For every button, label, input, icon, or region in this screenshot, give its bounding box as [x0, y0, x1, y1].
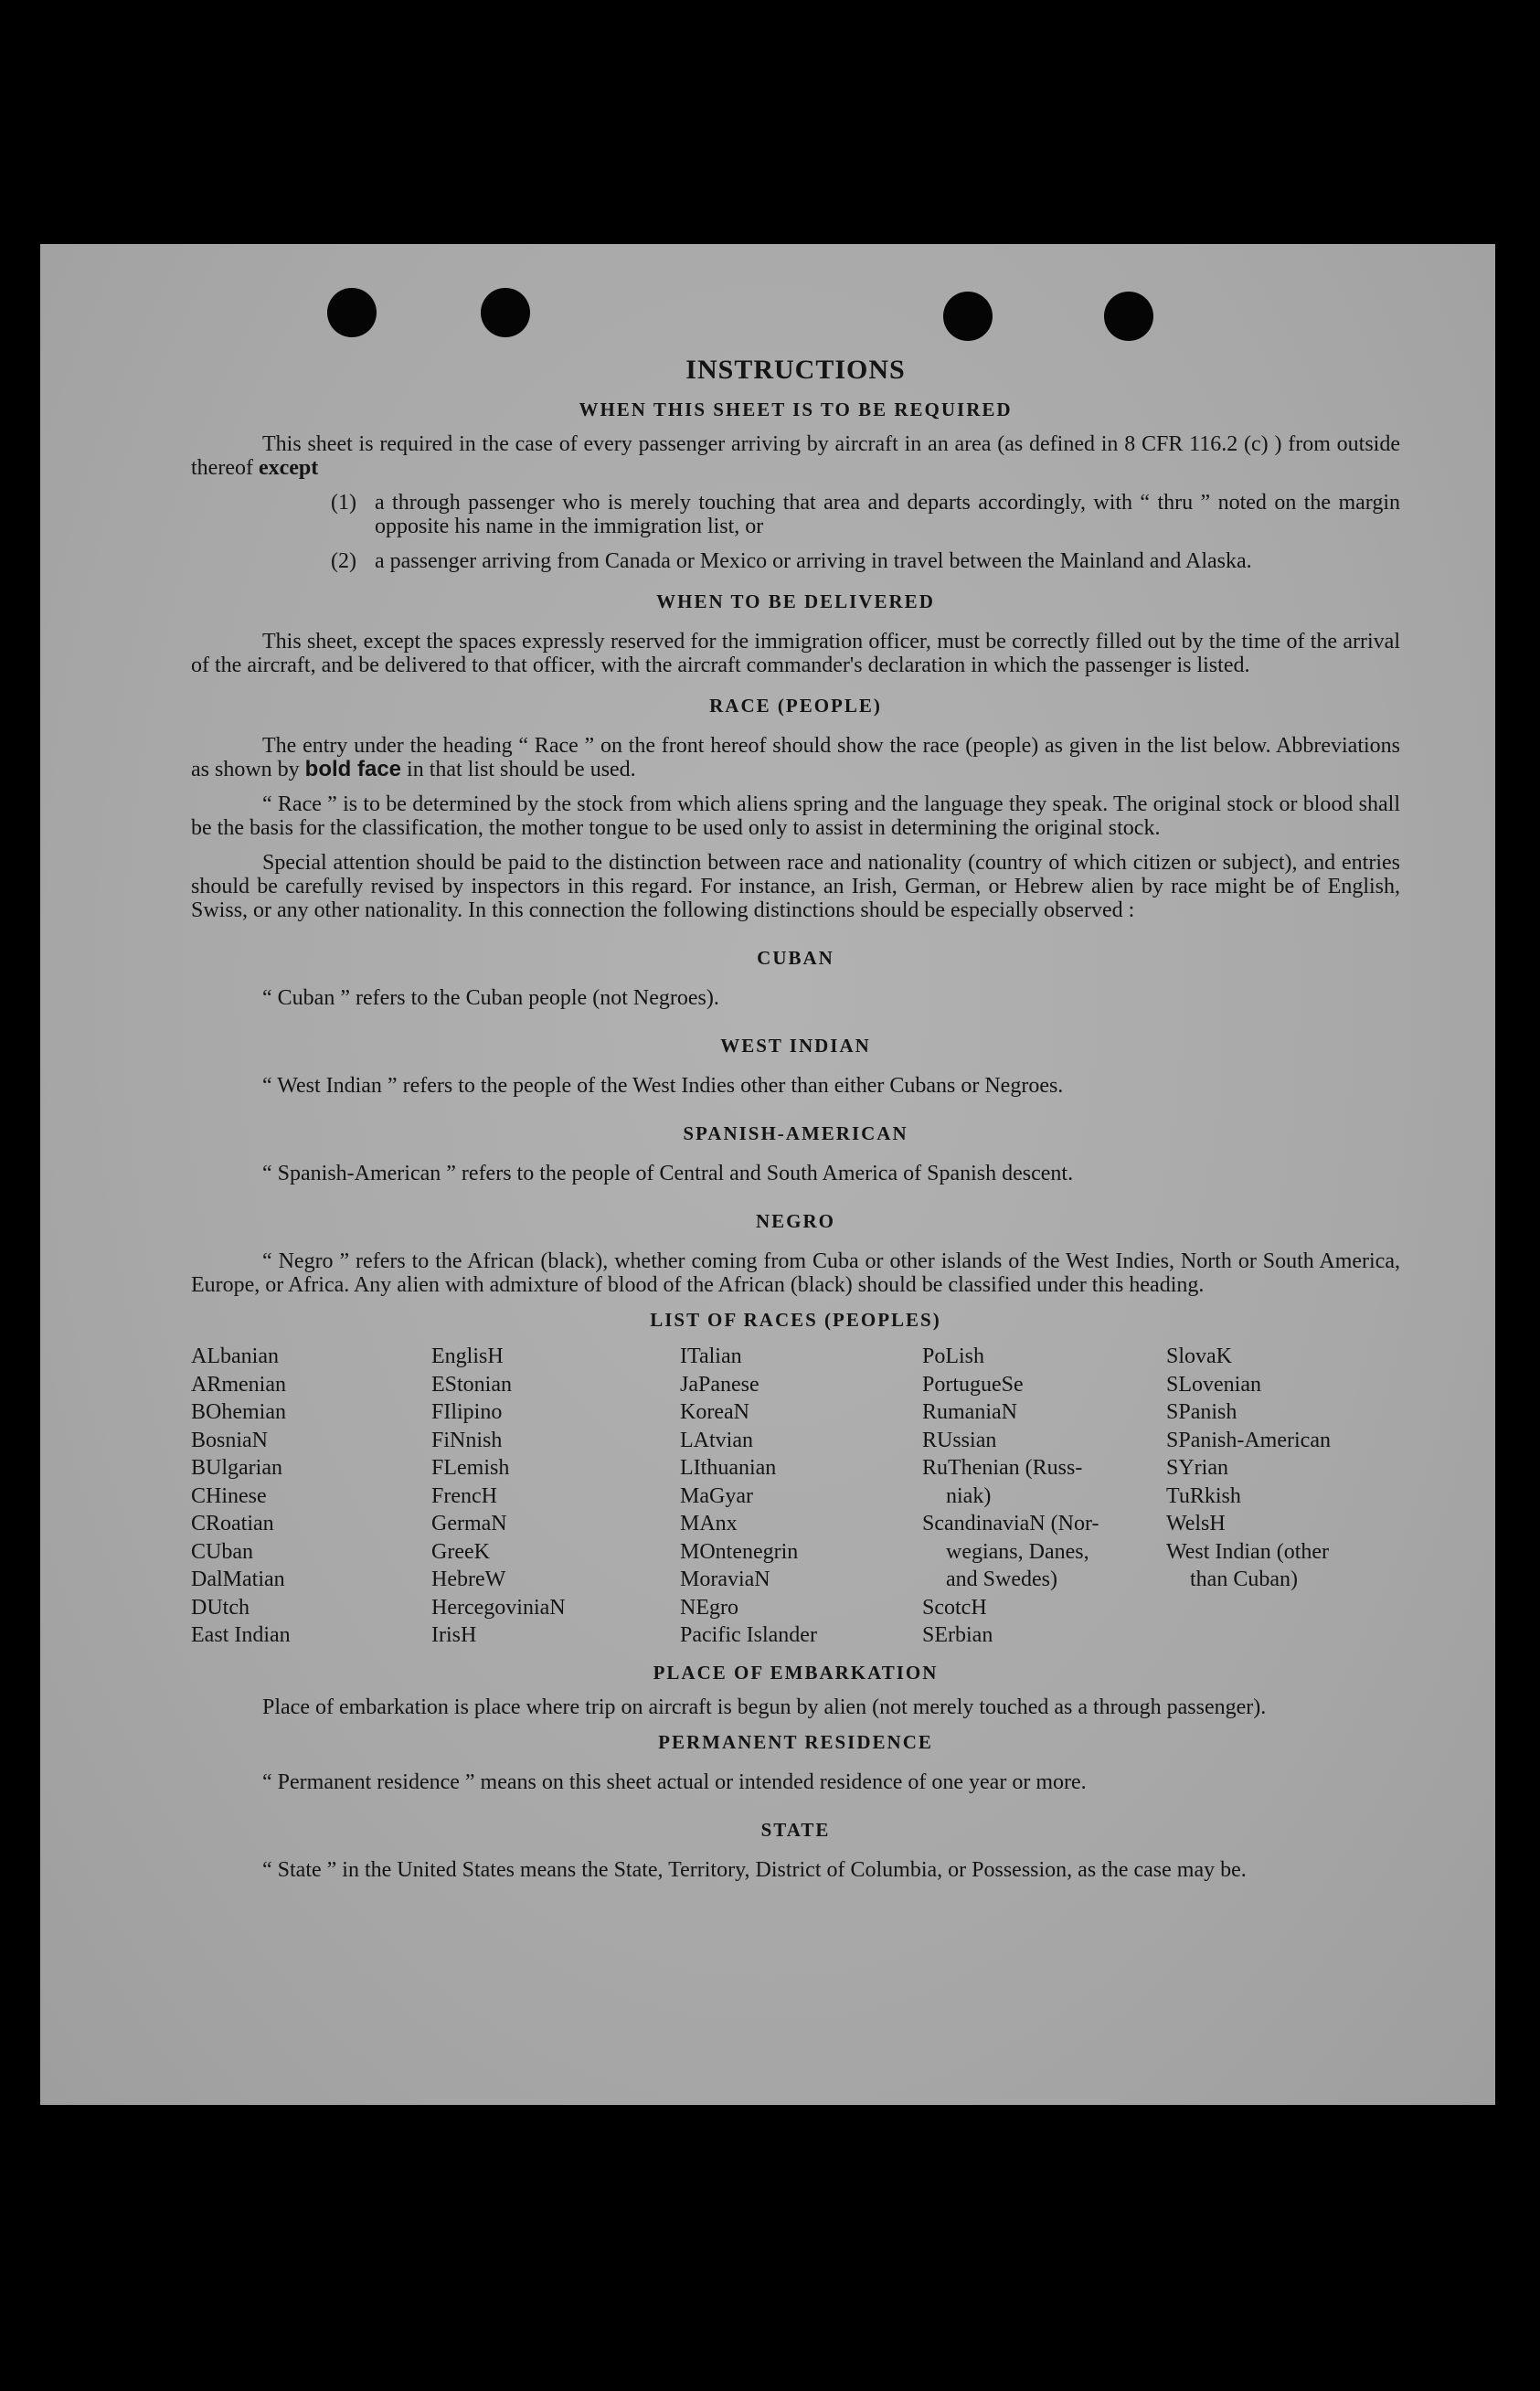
section-heading-west-indian: WEST INDIAN: [720, 1035, 871, 1057]
punch-hole: [1104, 292, 1153, 341]
section-heading-cuban: CUBAN: [757, 947, 834, 969]
races-column: [431, 1343, 680, 1650]
list-item: RUssian: [922, 1428, 997, 1452]
list-item: MAnx: [680, 1512, 738, 1536]
list-item: WelsH: [1166, 1512, 1226, 1536]
list-item: HebreW: [431, 1567, 506, 1591]
list-item: SErbian: [922, 1623, 993, 1647]
delivered-text: This sheet, except the spaces expressly reserved for the immigration officer, must be correctly filled out by the time of the arrival of the aircraft, and be delivered to that officer, with the aircraft commander's declaration in which the passenger is listed.: [191, 630, 1400, 677]
list-item: East Indian: [191, 1623, 291, 1647]
list-item: SPanish: [1166, 1400, 1237, 1424]
list-item: SPanish-American: [1166, 1428, 1331, 1452]
list-item: FrencH: [431, 1483, 497, 1508]
list-item: (1) a through passenger who is merely touching that area and departs accordingly, with “ thru ” noted on the margin opposite his name in the immigration list, or: [331, 491, 1400, 538]
embarkation-text: Place of embarkation is place where trip on aircraft is begun by alien (not merely touched as a through passenger).: [262, 1695, 1267, 1719]
list-item: (2) a passenger arriving from Canada or Mexico or arriving in travel between the Mainland and Alaska.: [331, 549, 1252, 573]
list-item: LIthuanian: [680, 1456, 777, 1480]
list-item: Pacific Islander: [680, 1623, 817, 1647]
race-paragraph-2: “ Race ” is to be determined by the stock from which aliens spring and the language they speak. The original stock or blood shall be the basis for the classification, the mother tongue to be used only to assist in determining the original stock.: [191, 792, 1400, 840]
races-column: [680, 1343, 922, 1650]
section-heading-embarkation: PLACE OF EMBARKATION: [653, 1661, 939, 1684]
list-item: EStonian: [431, 1372, 512, 1397]
instructions-content: [191, 354, 1400, 1882]
list-item: MOntenegrin: [680, 1539, 799, 1564]
list-item: ScandinaviaN (Nor-: [922, 1512, 1099, 1536]
list-item: ITalian: [680, 1344, 742, 1368]
section-heading-delivered: WHEN TO BE DELIVERED: [656, 590, 935, 612]
list-item: IrisH: [431, 1623, 477, 1647]
list-item: FLemish: [431, 1456, 510, 1480]
races-list: [191, 1343, 1400, 1650]
list-item: CRoatian: [191, 1512, 274, 1536]
list-item: FIlipino: [431, 1400, 503, 1424]
races-column: [922, 1343, 1166, 1650]
list-item: DalMatian: [191, 1567, 285, 1591]
list-item: BosniaN: [191, 1428, 268, 1452]
list-item: CHinese: [191, 1483, 267, 1508]
list-item: HercegoviniaN: [431, 1595, 566, 1620]
list-item: RumaniaN: [922, 1400, 1017, 1424]
punch-hole: [943, 292, 993, 341]
list-item: wegians, Danes,: [946, 1539, 1089, 1564]
residence-text: “ Permanent residence ” means on this sheet actual or intended residence of one year or more.: [262, 1769, 1087, 1794]
section-heading-race: RACE (PEOPLE): [709, 695, 882, 717]
list-item: NEgro: [680, 1595, 738, 1620]
list-item: BUlgarian: [191, 1456, 282, 1480]
punch-hole: [481, 288, 530, 337]
list-item: niak): [946, 1483, 992, 1508]
negro-text: “ Negro ” refers to the African (black), whether coming from Cuba or other islands of the West Indies, North or South America, Europe, or Africa. Any alien with admixture of blood of the African (black) should be classified under this heading.: [191, 1249, 1400, 1297]
list-item: GreeK: [431, 1539, 490, 1564]
section-heading-state: STATE: [760, 1818, 831, 1841]
west-indian-text: “ West Indian ” refers to the people of the West Indies other than either Cubans or Negroes.: [262, 1074, 1064, 1098]
list-item: PoLish: [922, 1344, 985, 1368]
list-item: MoraviaN: [680, 1567, 770, 1591]
document-sheet: [40, 244, 1495, 2105]
state-text: “ State ” in the United States means the State, Territory, District of Columbia, or Possession, as the case may be.: [262, 1857, 1247, 1882]
section-heading-spanish-american: SPANISH-AMERICAN: [683, 1122, 908, 1144]
list-item: FiNnish: [431, 1428, 503, 1452]
list-item: SYrian: [1166, 1456, 1228, 1480]
list-item: SLovenian: [1166, 1372, 1261, 1397]
cuban-text: “ Cuban ” refers to the Cuban people (not Negroes).: [262, 986, 719, 1010]
punch-hole: [327, 288, 377, 337]
list-item: KoreaN: [680, 1400, 749, 1424]
list-item: RuThenian (Russ-: [922, 1456, 1083, 1480]
list-item: CUban: [191, 1539, 253, 1564]
list-item: ARmenian: [191, 1372, 286, 1397]
races-column: [1166, 1343, 1400, 1650]
list-item: MaGyar: [680, 1483, 753, 1508]
list-item: DUtch: [191, 1595, 250, 1620]
list-item: GermaN: [431, 1512, 507, 1536]
spanish-american-text: “ Spanish-American ” refers to the people of Central and South America of Spanish descent.: [262, 1162, 1074, 1185]
list-item: LAtvian: [680, 1428, 753, 1452]
list-item: PortugueSe: [922, 1372, 1024, 1397]
required-intro: This sheet is required in the case of every passenger arriving by aircraft in an area (as defined in 8 CFR 116.2 (c) ) from outside thereof except: [191, 432, 1400, 480]
list-item: ALbanian: [191, 1344, 279, 1368]
list-item: than Cuban): [1190, 1567, 1298, 1591]
races-column: [191, 1343, 431, 1650]
section-heading-list-of-races: LIST OF RACES (PEOPLES): [650, 1309, 941, 1331]
list-item: BOhemian: [191, 1400, 286, 1424]
list-item: ScotcH: [922, 1595, 987, 1620]
section-heading-residence: PERMANENT RESIDENCE: [658, 1730, 933, 1753]
list-item: SlovaK: [1166, 1344, 1232, 1368]
section-heading-required: WHEN THIS SHEET IS TO BE REQUIRED: [579, 398, 1013, 420]
page-title: INSTRUCTIONS: [685, 355, 906, 385]
list-item: and Swedes): [946, 1567, 1057, 1591]
list-item: West Indian (other: [1166, 1539, 1330, 1564]
race-paragraph-1: The entry under the heading “ Race ” on the front hereof should show the race (people) as given in the list below. Abbreviations as shown by bold face in that list should be used.: [191, 734, 1400, 781]
list-item: JaPanese: [680, 1372, 759, 1397]
list-item: EnglisH: [431, 1344, 504, 1368]
list-item: TuRkish: [1166, 1483, 1241, 1508]
race-paragraph-3: Special attention should be paid to the distinction between race and nationality (country of which citizen or subject), and entries should be carefully revised by inspectors in this regard. For instance, an Irish, German, or Hebrew alien by race might be of English, Swiss, or any other nationality. In this connection the following distinctions should be especially observed :: [191, 851, 1400, 922]
section-heading-negro: NEGRO: [755, 1210, 835, 1232]
